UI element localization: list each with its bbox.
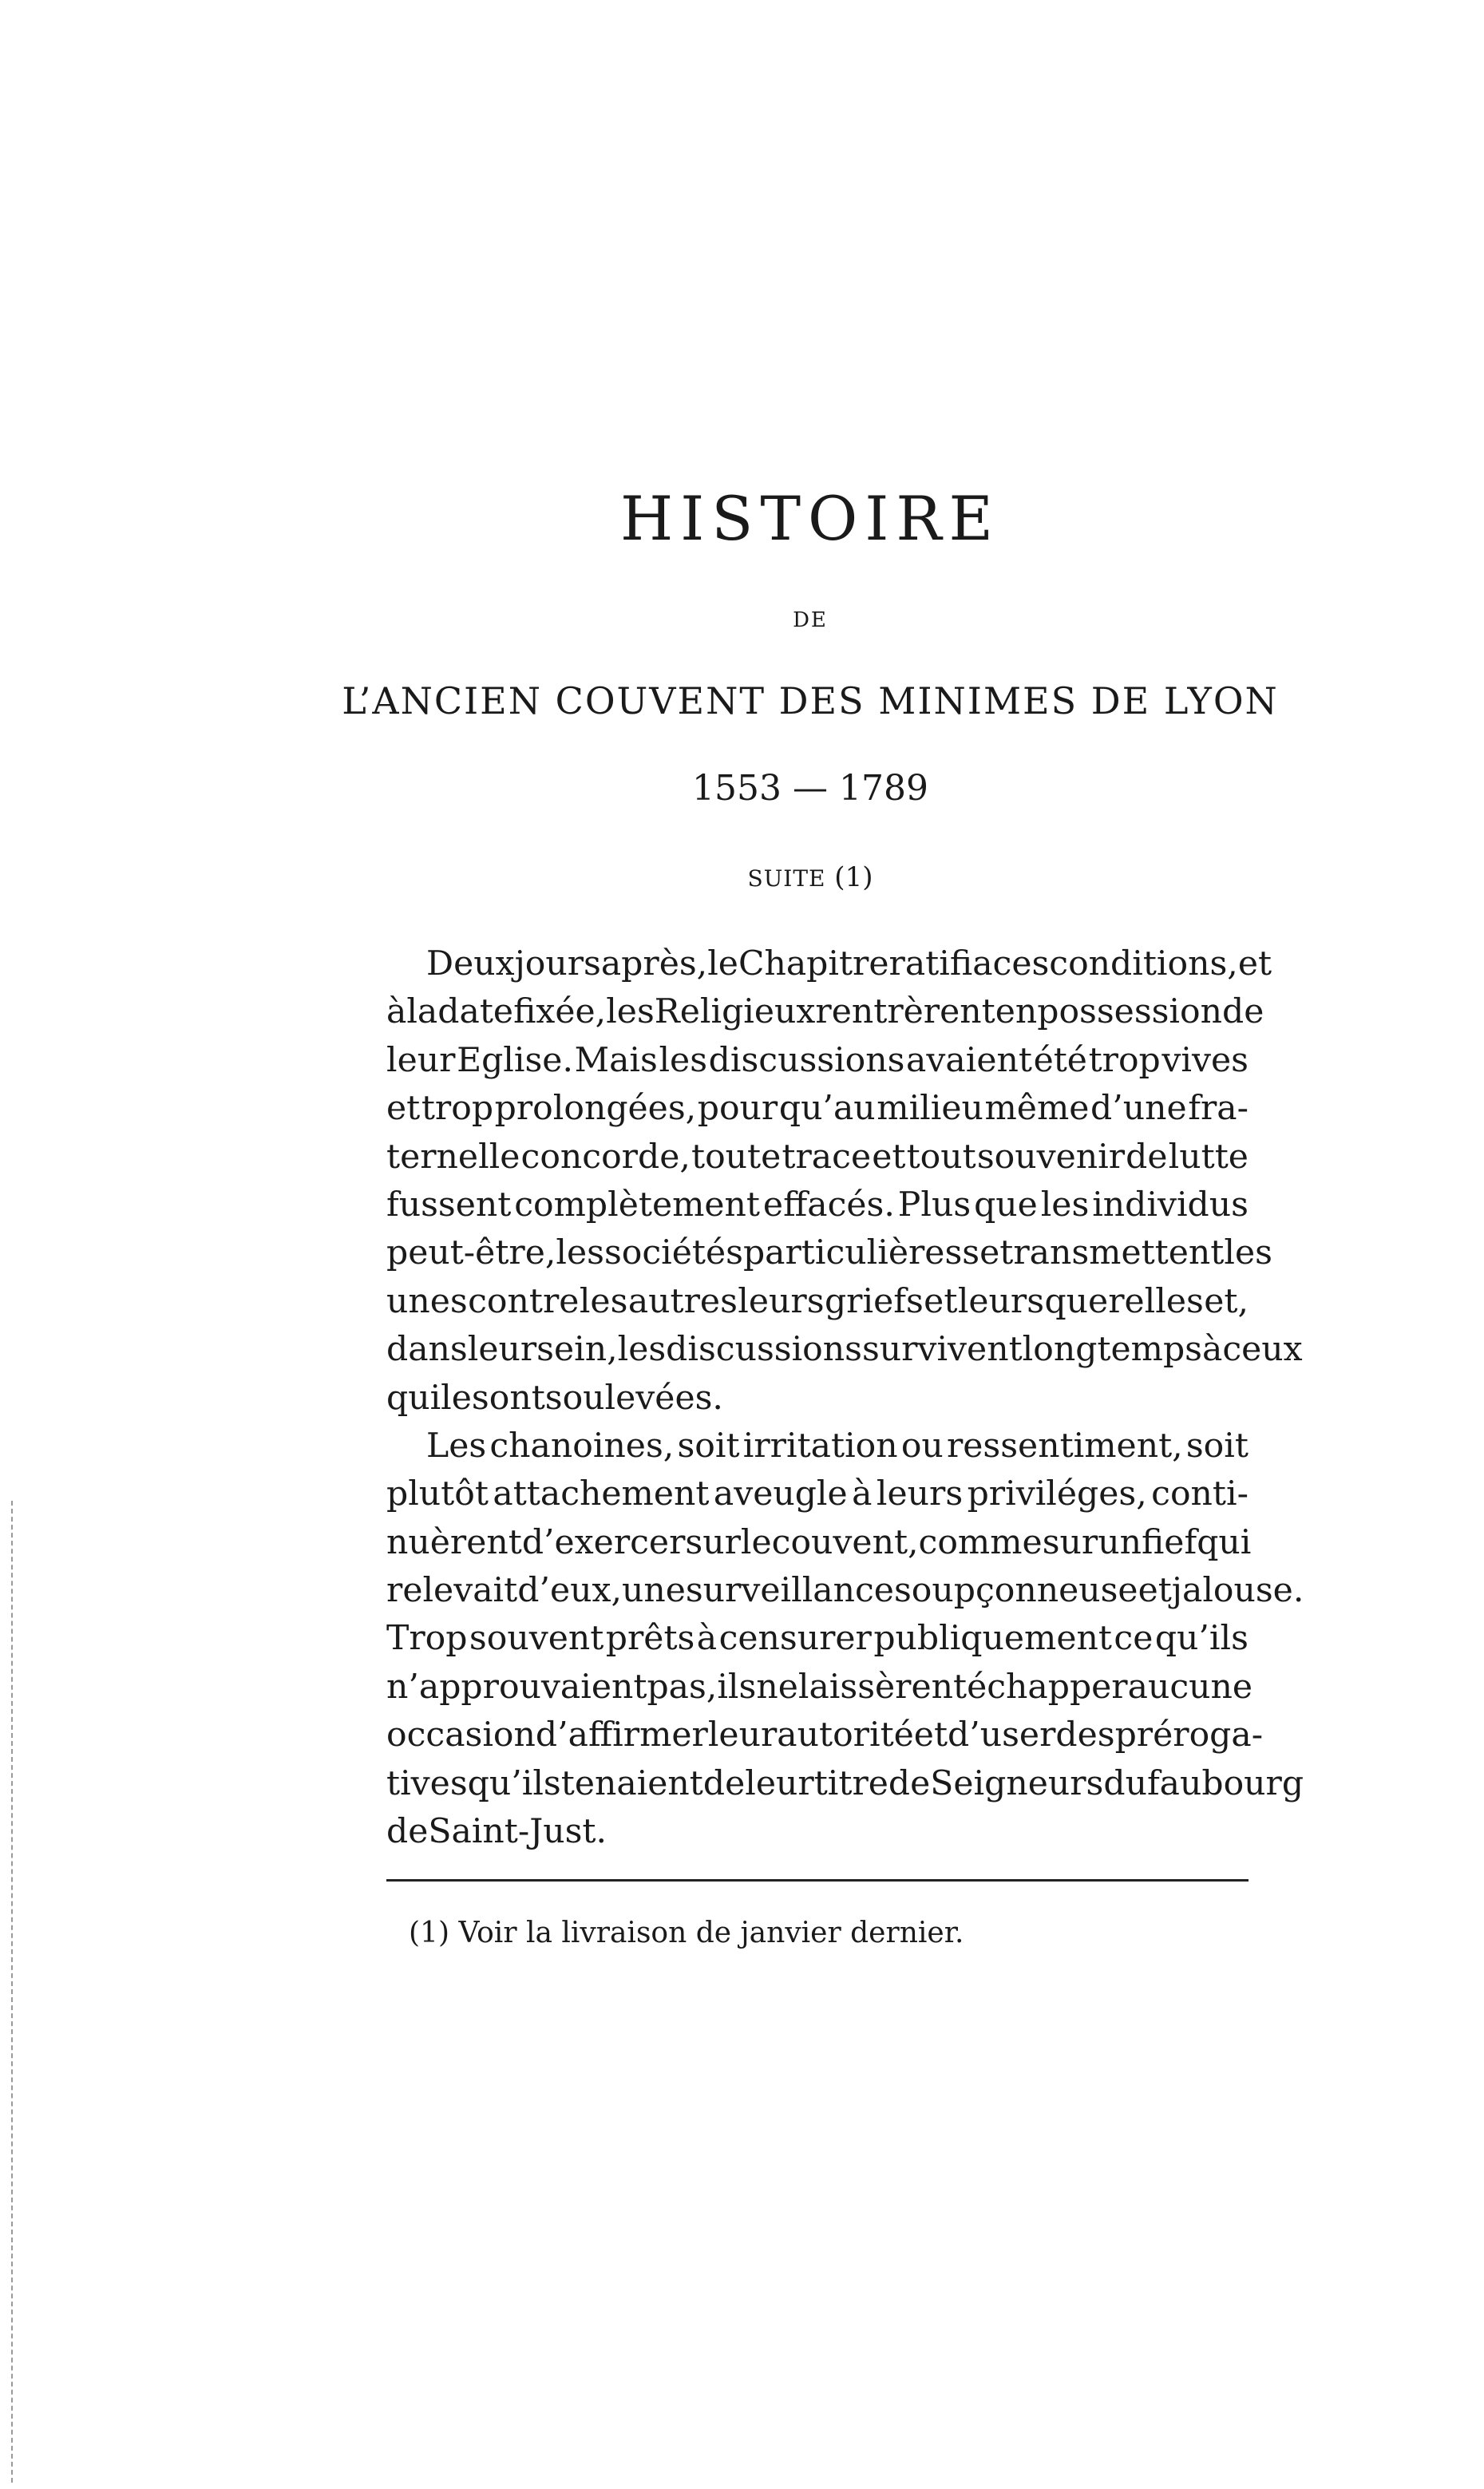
word: particulières <box>742 1233 963 1273</box>
word: de <box>702 1763 746 1803</box>
word: à <box>386 992 407 1032</box>
date-range: 1553 — 1789 <box>692 768 928 809</box>
word: et, <box>1204 1281 1249 1321</box>
text-line <box>386 1760 1304 1808</box>
word: ne <box>756 1667 798 1707</box>
word: faubourg <box>1146 1763 1304 1803</box>
word: qu’ils <box>1154 1619 1249 1659</box>
word: jours <box>514 944 601 983</box>
word: qui <box>386 1378 441 1418</box>
word: discussions <box>708 1040 905 1080</box>
text-line <box>386 1664 1253 1711</box>
word: Eglise. <box>457 1040 573 1080</box>
text-line <box>386 1615 1249 1663</box>
word: d’eux, <box>517 1571 622 1611</box>
word: Trop <box>386 1619 468 1659</box>
word: aucune <box>1127 1667 1253 1707</box>
suite-word: SUITE <box>747 865 826 892</box>
word: prêts <box>605 1619 695 1659</box>
word: tives <box>386 1763 468 1803</box>
word: jalouse. <box>1171 1571 1304 1611</box>
word: pour <box>697 1089 778 1129</box>
main-title: HISTOIRE <box>619 483 1001 554</box>
word: sur <box>1042 1522 1098 1562</box>
word: conti- <box>1151 1474 1249 1514</box>
word: Saint-Just. <box>428 1812 607 1852</box>
footnote-reference: (1) <box>825 861 873 893</box>
word: les <box>606 992 655 1032</box>
word: échapper <box>967 1667 1128 1707</box>
text-line <box>386 1470 1249 1518</box>
word: même <box>984 1089 1090 1129</box>
word: Plus <box>897 1185 972 1225</box>
word: de <box>386 1812 429 1852</box>
word: lutte <box>1168 1137 1249 1177</box>
word: Religieux <box>654 992 816 1032</box>
text-line <box>386 1567 1304 1615</box>
word: que <box>974 1185 1038 1225</box>
word: leurs <box>957 1281 1045 1321</box>
word: autorité <box>777 1715 914 1755</box>
word: possession <box>1037 992 1222 1032</box>
word: les <box>617 1330 667 1370</box>
word: ils <box>717 1667 757 1707</box>
word: des <box>1055 1715 1115 1755</box>
word: qui <box>1197 1522 1252 1562</box>
word: fra- <box>1188 1089 1249 1129</box>
word: souvenir <box>976 1137 1126 1177</box>
continuation-note <box>0 861 1484 893</box>
word: leur <box>467 1330 537 1370</box>
word: n’approuvaient <box>386 1667 647 1707</box>
word: les <box>556 1233 604 1273</box>
word: soulevées. <box>544 1378 723 1418</box>
word: et <box>386 1089 421 1129</box>
word: fief <box>1141 1522 1197 1562</box>
word: surveillance <box>685 1571 894 1611</box>
word: ces <box>992 944 1050 983</box>
word: ceux <box>1222 1330 1303 1370</box>
word: à <box>1201 1330 1223 1370</box>
word: après, <box>600 944 708 983</box>
word: et <box>1237 944 1272 983</box>
word: fussent <box>386 1185 512 1225</box>
title-connector: DE <box>793 608 828 632</box>
word: complètement <box>514 1185 761 1225</box>
word: les <box>1040 1185 1090 1225</box>
word: d’une <box>1090 1089 1187 1129</box>
word: souvent <box>469 1619 604 1659</box>
word: prolongées, <box>494 1089 697 1129</box>
word: un <box>1098 1522 1142 1562</box>
word: les <box>659 1040 708 1080</box>
word: été <box>1033 1040 1087 1080</box>
word: de <box>1222 992 1264 1032</box>
word: relevait <box>386 1571 518 1611</box>
word: leurs <box>738 1281 825 1321</box>
word: en <box>995 992 1038 1032</box>
word: leur <box>745 1763 814 1803</box>
word: une <box>621 1571 686 1611</box>
word: transmettent <box>999 1233 1225 1273</box>
text-line <box>386 1278 1249 1326</box>
word: querelles <box>1044 1281 1204 1321</box>
word: comme <box>918 1522 1043 1562</box>
word: les <box>441 1378 489 1418</box>
word: du <box>1103 1763 1147 1803</box>
text-line <box>386 1326 1303 1374</box>
word: unes <box>386 1281 468 1321</box>
word: et <box>913 1715 948 1755</box>
word: ternelle <box>386 1137 520 1177</box>
word: priviléges, <box>967 1474 1147 1514</box>
word: ce <box>1114 1619 1154 1659</box>
word: avaient <box>906 1040 1032 1080</box>
text-line <box>386 1519 1252 1567</box>
word: couvent, <box>771 1522 919 1562</box>
word: se <box>962 1233 1000 1273</box>
word: ressentiment, <box>946 1426 1183 1466</box>
word: chanoines, <box>489 1426 675 1466</box>
word: et <box>924 1281 958 1321</box>
text-line <box>386 1085 1249 1133</box>
word: ou <box>900 1426 944 1466</box>
word: ratifia <box>888 944 993 983</box>
word: trace <box>782 1137 872 1177</box>
word: conditions, <box>1049 944 1238 983</box>
word: individus <box>1092 1185 1249 1225</box>
word: concorde, <box>520 1137 691 1177</box>
word: leurs <box>876 1474 964 1514</box>
word: à <box>852 1474 873 1514</box>
word: d’affirmer <box>535 1715 708 1755</box>
word: occasion <box>386 1715 536 1755</box>
word: trop <box>1088 1040 1161 1080</box>
word: de <box>1126 1137 1168 1177</box>
word: Seigneurs <box>930 1763 1104 1803</box>
word: longtemps <box>1022 1330 1202 1370</box>
text-line <box>386 1037 1249 1085</box>
word: dans <box>386 1330 468 1370</box>
word: Chapitre <box>738 944 889 983</box>
word: irritation <box>742 1426 898 1466</box>
word: le <box>707 944 738 983</box>
word: tenaient <box>560 1763 703 1803</box>
word: vives <box>1161 1040 1249 1080</box>
word: date <box>437 992 514 1032</box>
word: titre <box>813 1763 888 1803</box>
word: et <box>872 1137 906 1177</box>
word: et <box>1138 1571 1172 1611</box>
word: qu’ils <box>467 1763 561 1803</box>
word: leur <box>386 1040 456 1080</box>
word: ont <box>489 1378 545 1418</box>
word: sur <box>685 1522 741 1562</box>
word: attachement <box>493 1474 710 1514</box>
body-text <box>386 940 1304 1856</box>
word: autres <box>627 1281 738 1321</box>
footnote-rule <box>386 1879 1249 1882</box>
word: leur <box>707 1715 778 1755</box>
word: laissèrent <box>797 1667 968 1707</box>
word: aveugle <box>713 1474 848 1514</box>
text-line <box>386 940 1272 988</box>
word: griefs <box>824 1281 924 1321</box>
word: Les <box>426 1426 487 1466</box>
word: soit <box>677 1426 740 1466</box>
word: sociétés <box>603 1233 743 1273</box>
word: trop <box>421 1089 494 1129</box>
word: discussions <box>666 1330 862 1370</box>
word: les <box>579 1281 628 1321</box>
word: de <box>888 1763 931 1803</box>
text-line <box>386 1375 1249 1423</box>
word: sein, <box>536 1330 618 1370</box>
word: soit <box>1185 1426 1249 1466</box>
word: les <box>1224 1233 1272 1273</box>
word: Deux <box>426 944 515 983</box>
word: milieu <box>877 1089 983 1129</box>
text-line <box>386 1711 1264 1759</box>
text-line <box>386 1229 1272 1277</box>
text-line <box>386 1181 1249 1229</box>
word: pas, <box>647 1667 718 1707</box>
text-line <box>386 1423 1249 1470</box>
word: contre <box>468 1281 580 1321</box>
word: qu’au <box>778 1089 876 1129</box>
word: préroga- <box>1114 1715 1264 1755</box>
word: survivent <box>861 1330 1023 1370</box>
word: d’user <box>948 1715 1056 1755</box>
word: la <box>406 992 438 1032</box>
text-line <box>386 1134 1249 1181</box>
text-line <box>386 988 1264 1036</box>
word: rentrèrent <box>815 992 995 1032</box>
footnote: (1) Voir la livraison de janvier dernier. <box>409 1917 964 1949</box>
scan-margin-marks <box>11 1501 16 2483</box>
word: le <box>740 1522 772 1562</box>
word: Mais <box>574 1040 658 1080</box>
word: publiquement <box>873 1619 1112 1659</box>
word: effacés. <box>762 1185 895 1225</box>
word: plutôt <box>386 1474 489 1514</box>
text-line <box>386 1808 1249 1856</box>
word: toute <box>691 1137 782 1177</box>
word: fixée, <box>513 992 607 1032</box>
word: tout <box>906 1137 976 1177</box>
word: censurer <box>718 1619 872 1659</box>
word: nuèrent <box>386 1522 522 1562</box>
word: à <box>696 1619 718 1659</box>
word: peut-être, <box>386 1233 556 1273</box>
word: soupçonneuse <box>893 1571 1138 1611</box>
word: d’exercer <box>521 1522 686 1562</box>
subtitle: L’ANCIEN COUVENT DES MINIMES DE LYON <box>342 679 1279 722</box>
